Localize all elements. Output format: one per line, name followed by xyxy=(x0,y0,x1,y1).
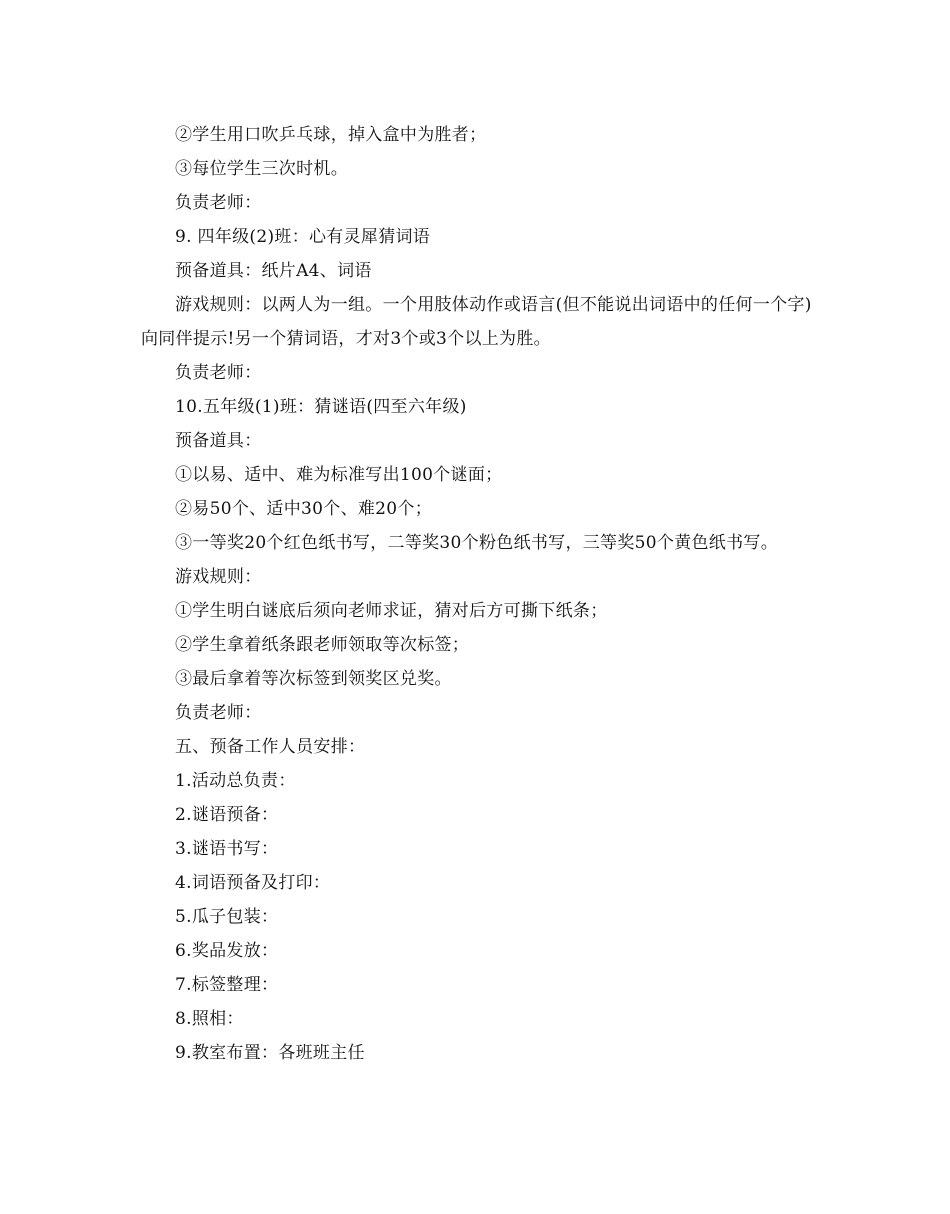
staff-item: 7.标签整理： xyxy=(175,975,279,995)
staff-item: 6.奖品发放： xyxy=(175,941,279,961)
paragraph-three-chances: ③每位学生三次时机。 xyxy=(175,159,348,179)
paragraph-teacher-in-charge: 负责老师： xyxy=(175,193,262,213)
paragraph-game-rules-words: 游戏规则：以两人为一组。一个用肢体动作或语言(但不能说出词语中的任何一个字)向同伴提示!另一个猜词语，才对3个或3个以上为胜。 xyxy=(141,295,812,349)
paragraph-rule-label: ②学生拿着纸条跟老师领取等次标签； xyxy=(175,635,470,655)
paragraph-grade5-class1-title: 10.五年级(1)班：猜谜语(四至六年级) xyxy=(175,397,467,417)
paragraph-prize-colors: ③一等奖20个红色纸书写，二等奖30个粉色纸书写，三等奖50个黄色纸书写。 xyxy=(175,533,778,553)
paragraph-grade4-class2-title: 9. 四年级(2)班：心有灵犀猜词语 xyxy=(175,227,431,247)
paragraph-rule-verify: ①学生明白谜底后须向老师求证，猜对后方可撕下纸条； xyxy=(175,601,608,621)
document-body xyxy=(141,118,813,1070)
staff-item: 1.活动总负责： xyxy=(175,771,296,791)
paragraph-riddle-difficulty: ②易50个、适中30个、难20个； xyxy=(175,499,432,519)
paragraph-props-label: 预备道具： xyxy=(175,431,262,451)
paragraph-blow-pingpong: ②学生用口吹乒乓球，掉入盒中为胜者； xyxy=(175,125,487,145)
staff-item: 2.谜语预备： xyxy=(175,805,279,825)
paragraph-rule-redeem: ③最后拿着等次标签到领奖区兑奖。 xyxy=(175,669,452,689)
paragraph-game-rules-label: 游戏规则： xyxy=(175,567,262,587)
staff-item: 3.谜语书写： xyxy=(175,839,279,859)
paragraph-riddle-100: ①以易、适中、难为标准写出100个谜面； xyxy=(175,465,503,485)
paragraph-teacher-in-charge: 负责老师： xyxy=(175,703,262,723)
staff-item: 8.照相： xyxy=(175,1009,244,1029)
paragraph-teacher-in-charge: 负责老师： xyxy=(175,363,262,383)
paragraph-props-paper: 预备道具：纸片A4、词语 xyxy=(175,261,372,281)
staff-item: 4.词语预备及打印： xyxy=(175,873,331,893)
staff-item: 5.瓜子包装： xyxy=(175,907,279,927)
section-heading-staff: 五、预备工作人员安排： xyxy=(175,737,366,757)
staff-item: 9.教室布置：各班班主任 xyxy=(175,1043,365,1063)
